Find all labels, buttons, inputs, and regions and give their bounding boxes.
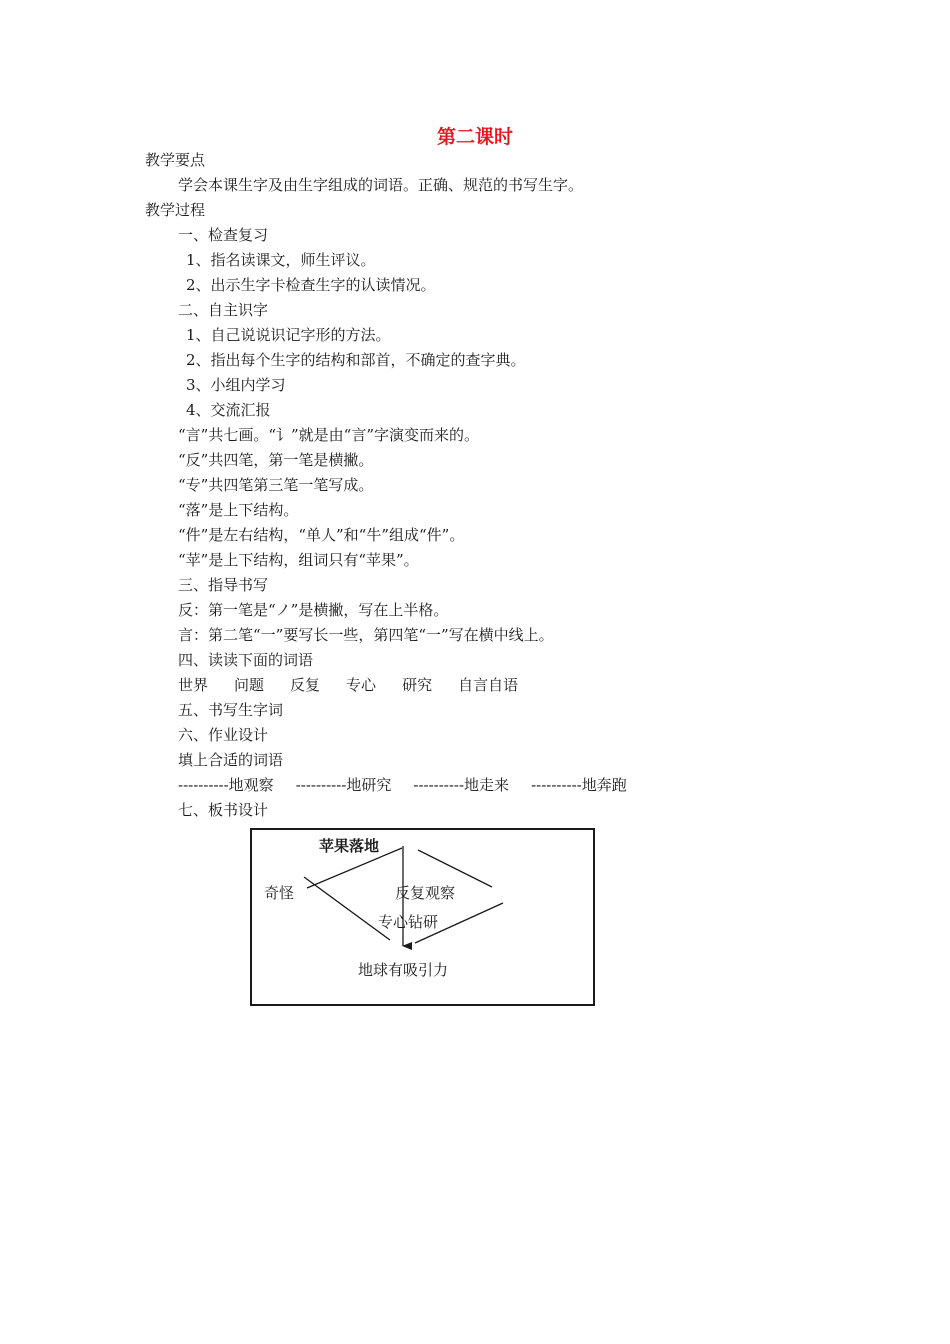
self-study-item-4: 4、交流汇报 <box>186 401 271 419</box>
homework-instruction: 填上合适的词语 <box>178 751 284 769</box>
review-item-1: 1、指名读课文，师生评议。 <box>186 251 376 269</box>
char-note-yan: “言”共七画。“讠”就是由“言”字演变而来的。 <box>178 426 480 444</box>
self-study-item-3: 3、小组内学习 <box>186 376 286 394</box>
section-heading-key-points: 教学要点 <box>145 151 206 169</box>
board-design-box <box>250 828 595 1006</box>
board-title: 苹果落地 <box>319 837 380 855</box>
review-item-2: 2、出示生字卡检查生字的认读情况。 <box>186 276 436 294</box>
fill-in-item: ----------地走来 <box>413 776 510 794</box>
step-heading-writing: 三、指导书写 <box>178 576 269 594</box>
step-heading-write-words: 五、书写生字词 <box>178 701 284 719</box>
step-heading-board: 七、板书设计 <box>178 801 269 819</box>
step-heading-review: 一、检查复习 <box>178 226 269 244</box>
fill-in-item: ----------地研究 <box>295 776 392 794</box>
step-heading-reading: 四、读读下面的词语 <box>178 651 314 669</box>
step-heading-self-study: 二、自主识字 <box>178 301 269 319</box>
writing-note-fan: 反：第一笔是“ノ”是横撇，写在上半格。 <box>178 601 449 619</box>
word-item: 研究 <box>402 676 433 694</box>
board-left-text: 奇怪 <box>264 884 295 902</box>
char-note-luo: “落”是上下结构。 <box>178 501 299 519</box>
writing-note-yan: 言：第二笔“一”要写长一些，第四笔“一”写在横中线上。 <box>178 626 554 644</box>
word-item: 自言自语 <box>458 676 519 694</box>
diagonal-line <box>418 850 492 887</box>
key-points-text: 学会本课生字及由生字组成的词语。正确、规范的书写生字。 <box>178 176 584 194</box>
char-note-zhuan: “专”共四笔第三笔一笔写成。 <box>178 476 374 494</box>
fill-in-list <box>178 775 649 795</box>
char-note-fan: “反”共四笔，第一笔是横撇。 <box>178 451 374 469</box>
fill-in-item: ----------地观察 <box>178 776 274 794</box>
char-note-jian: “件”是左右结构，“单人”和“牛”组成“件”。 <box>178 526 465 544</box>
word-item: 世界 <box>178 676 209 694</box>
step-heading-homework: 六、作业设计 <box>178 726 269 744</box>
word-item: 反复 <box>290 676 321 694</box>
section-heading-process: 教学过程 <box>145 201 206 219</box>
char-note-ping: “苹”是上下结构，组词只有“苹果”。 <box>178 551 419 569</box>
self-study-item-2: 2、指出每个生字的结构和部首，不确定的查字典。 <box>186 351 526 369</box>
word-item: 专心 <box>346 676 377 694</box>
page-title: 第二课时 <box>436 126 513 148</box>
board-bottom-text: 地球有吸引力 <box>358 961 449 979</box>
word-item: 问题 <box>234 676 265 694</box>
board-middle-text: 专心钻研 <box>378 913 439 931</box>
board-right-text: 反复观察 <box>395 884 456 902</box>
word-list <box>178 675 544 695</box>
self-study-item-1: 1、自己说说识记字形的方法。 <box>186 326 391 344</box>
fill-in-item: ----------地奔跑 <box>531 776 627 794</box>
